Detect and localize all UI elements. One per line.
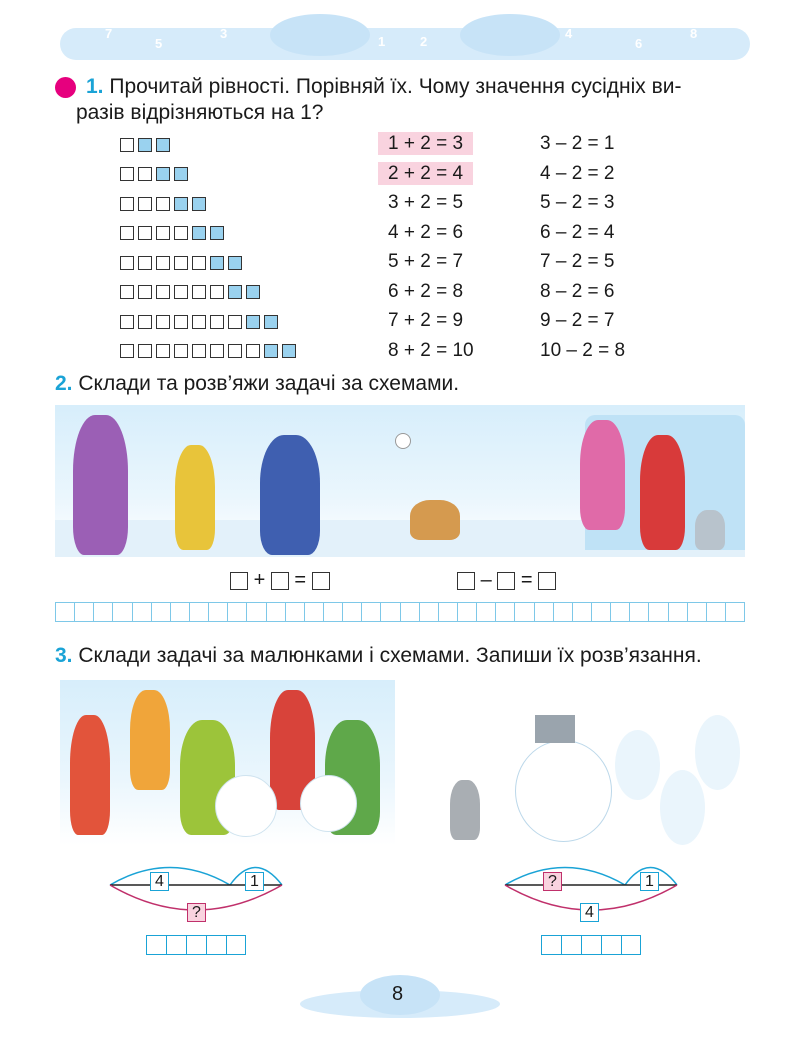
square-model [120,225,228,245]
bucket-hat [535,715,575,743]
header-number: 8 [690,26,698,41]
white-square [174,226,188,240]
blue-square [138,138,152,152]
grid-cell[interactable] [285,602,304,622]
square-model [120,136,174,156]
white-square [120,226,134,240]
snowman-small [660,770,705,845]
blue-square [264,344,278,358]
blue-square [264,315,278,329]
grid-cell[interactable] [151,602,170,622]
subtraction-equation: 8 – 2 = 6 [540,280,615,302]
child-figure [580,420,625,530]
header-cloud-band [60,10,750,60]
blue-square [192,226,206,240]
grid-cell[interactable] [591,602,610,622]
addition-equation: 5 + 2 = 7 [388,251,464,272]
dog-figure [410,500,460,540]
blue-square [174,167,188,181]
answer-box[interactable] [312,572,330,590]
subtraction-equation: 4 – 2 = 2 [540,162,615,184]
white-square [120,197,134,211]
blue-square [174,197,188,211]
grid-cell[interactable] [380,602,399,622]
writing-grid[interactable] [55,602,745,622]
white-square [156,315,170,329]
answer-box[interactable] [538,572,556,590]
child-figure [175,445,215,550]
scheme-b-right-value: 1 [640,872,659,891]
snowmen-illustration [440,710,750,850]
white-square [174,256,188,270]
task1-text [86,73,756,100]
rabbit-figure [450,780,480,840]
grid-cell[interactable] [629,602,648,622]
white-square [192,315,206,329]
scheme-addition [230,569,330,592]
white-square [156,226,170,240]
white-square [210,344,224,358]
subtraction-equation: 5 – 2 = 3 [540,192,615,213]
addition-equation: 6 + 2 = 8 [388,280,464,302]
white-square [156,285,170,299]
snowman-small [695,715,740,790]
header-number: 7 [105,26,113,41]
white-square [174,315,188,329]
child-figure [640,435,685,550]
header-number: 3 [220,26,228,41]
task1-line1: Прочитай рівності. Порівняй їх. Чому значення сусідніх ви- [109,75,682,98]
grid-cell[interactable] [610,602,629,622]
equals-sign: = [520,569,533,591]
white-square [138,226,152,240]
grid-cell[interactable] [112,602,131,622]
grid-cell[interactable] [725,602,745,622]
segment-scheme-b [500,855,685,935]
grid-cell[interactable] [495,602,514,622]
white-square [210,285,224,299]
child-figure [260,435,320,555]
grid-cell[interactable] [553,602,572,622]
scheme-b-left-value: ? [543,872,562,891]
white-square [210,315,224,329]
white-square [138,285,152,299]
grid-cell[interactable] [534,602,553,622]
grid-cell[interactable] [208,602,227,622]
grid-cell[interactable] [572,602,591,622]
grid-cell[interactable] [227,602,246,622]
page-number: 8 [392,983,404,1005]
minus-sign: – [480,569,492,591]
blue-square [282,344,296,358]
snowball [215,775,277,837]
blue-square [246,285,260,299]
blue-square [192,197,206,211]
task1-number: 1. [86,75,104,98]
task1-line2: разів відрізняються на 1? [76,101,324,124]
snowball [300,775,357,832]
square-model [120,284,264,304]
white-square [120,256,134,270]
addition-equation: 2 + 2 = 4 [378,163,473,185]
task2-text [55,370,459,397]
answer-box[interactable] [230,572,248,590]
blue-square [210,256,224,270]
white-square [246,344,260,358]
grid-cell[interactable] [457,602,476,622]
grid-cell[interactable] [514,602,533,622]
grid-cell[interactable] [132,602,151,622]
task2-number: 2. [55,372,73,395]
grid-cell[interactable] [419,602,438,622]
blue-square [156,138,170,152]
blue-square [246,315,260,329]
header-number: 6 [635,36,643,51]
scheme-b-total-value: 4 [580,903,599,922]
scheme-a-left-value: 4 [150,872,169,891]
grid-cell[interactable] [246,602,265,622]
answer-boxes[interactable] [541,935,641,955]
blue-square [156,167,170,181]
grid-cell[interactable] [438,602,457,622]
grid-cell[interactable] [361,602,380,622]
snowman-small [615,730,660,800]
grid-cell[interactable] [342,602,361,622]
child-figure [70,715,110,835]
square-model [120,195,210,215]
task3-text [55,642,702,669]
task3-line: Склади задачі за малюнками і схемами. Запиши їх розв’язання. [78,644,702,667]
header-number: 5 [155,36,163,51]
white-square [120,167,134,181]
scheme-a-total-value: ? [187,903,206,922]
white-square [120,285,134,299]
children-snow-illustration [60,680,395,845]
white-square [156,197,170,211]
white-square [174,285,188,299]
grid-cell[interactable] [668,602,687,622]
blue-square [228,256,242,270]
white-square [156,344,170,358]
white-square [192,344,206,358]
blue-square [228,285,242,299]
square-model [120,313,282,333]
scheme-a-right-value: 1 [245,872,264,891]
header-number: 2 [420,34,428,49]
winter-scene-illustration [55,405,745,557]
subtraction-equation: 7 – 2 = 5 [540,251,615,272]
grid-cell[interactable] [400,602,419,622]
answer-boxes[interactable] [146,935,246,955]
grid-cell[interactable] [266,602,285,622]
subtraction-equation: 6 – 2 = 4 [540,221,615,243]
white-square [138,197,152,211]
grid-cell[interactable] [706,602,725,622]
grid-cell[interactable] [55,602,74,622]
addition-equation: 8 + 2 = 10 [388,339,474,361]
square-model [120,343,300,363]
snowman-large [515,740,612,842]
grid-cell[interactable] [74,602,93,622]
square-model [120,166,192,186]
grid-cell[interactable] [189,602,208,622]
addition-equation: 7 + 2 = 9 [388,310,464,331]
task3-number: 3. [55,644,73,667]
white-square [228,344,242,358]
white-square [120,315,134,329]
addition-equation: 3 + 2 = 5 [388,192,464,213]
grid-cell[interactable] [687,602,706,622]
task-bullet [55,77,76,98]
white-square [174,344,188,358]
grid-cell[interactable] [304,602,323,622]
grid-cell[interactable] [323,602,342,622]
white-square [120,138,134,152]
header-number: 0 [400,16,408,31]
white-square [156,256,170,270]
subtraction-equation: 9 – 2 = 7 [540,310,615,331]
grid-cell[interactable] [93,602,112,622]
white-square [192,256,206,270]
answer-box[interactable] [457,572,475,590]
grid-cell[interactable] [170,602,189,622]
addition-equation: 1 + 2 = 3 [378,133,473,155]
blue-square [210,226,224,240]
white-square [120,344,134,358]
plus-sign: + [253,569,266,591]
segment-scheme-a [105,855,290,935]
white-square [138,256,152,270]
white-square [138,344,152,358]
subtraction-equation: 3 – 2 = 1 [540,133,615,154]
white-square [138,315,152,329]
subtraction-equation: 10 – 2 = 8 [540,339,626,361]
cat-figure [695,510,725,550]
grid-cell[interactable] [476,602,495,622]
scheme-subtraction [457,569,556,592]
answer-box[interactable] [497,572,515,590]
addition-equation: 4 + 2 = 6 [388,221,464,243]
white-square [138,167,152,181]
snowball [395,433,411,449]
equals-sign: = [294,569,307,591]
header-number: 4 [565,26,573,41]
child-figure [130,690,170,790]
white-square [228,315,242,329]
square-model [120,254,246,274]
grid-cell[interactable] [648,602,667,622]
teacher-figure [73,415,128,555]
header-number: 1 [378,34,386,49]
task2-line: Склади та розв’яжи задачі за схемами. [78,372,460,395]
answer-box[interactable] [271,572,289,590]
white-square [192,285,206,299]
